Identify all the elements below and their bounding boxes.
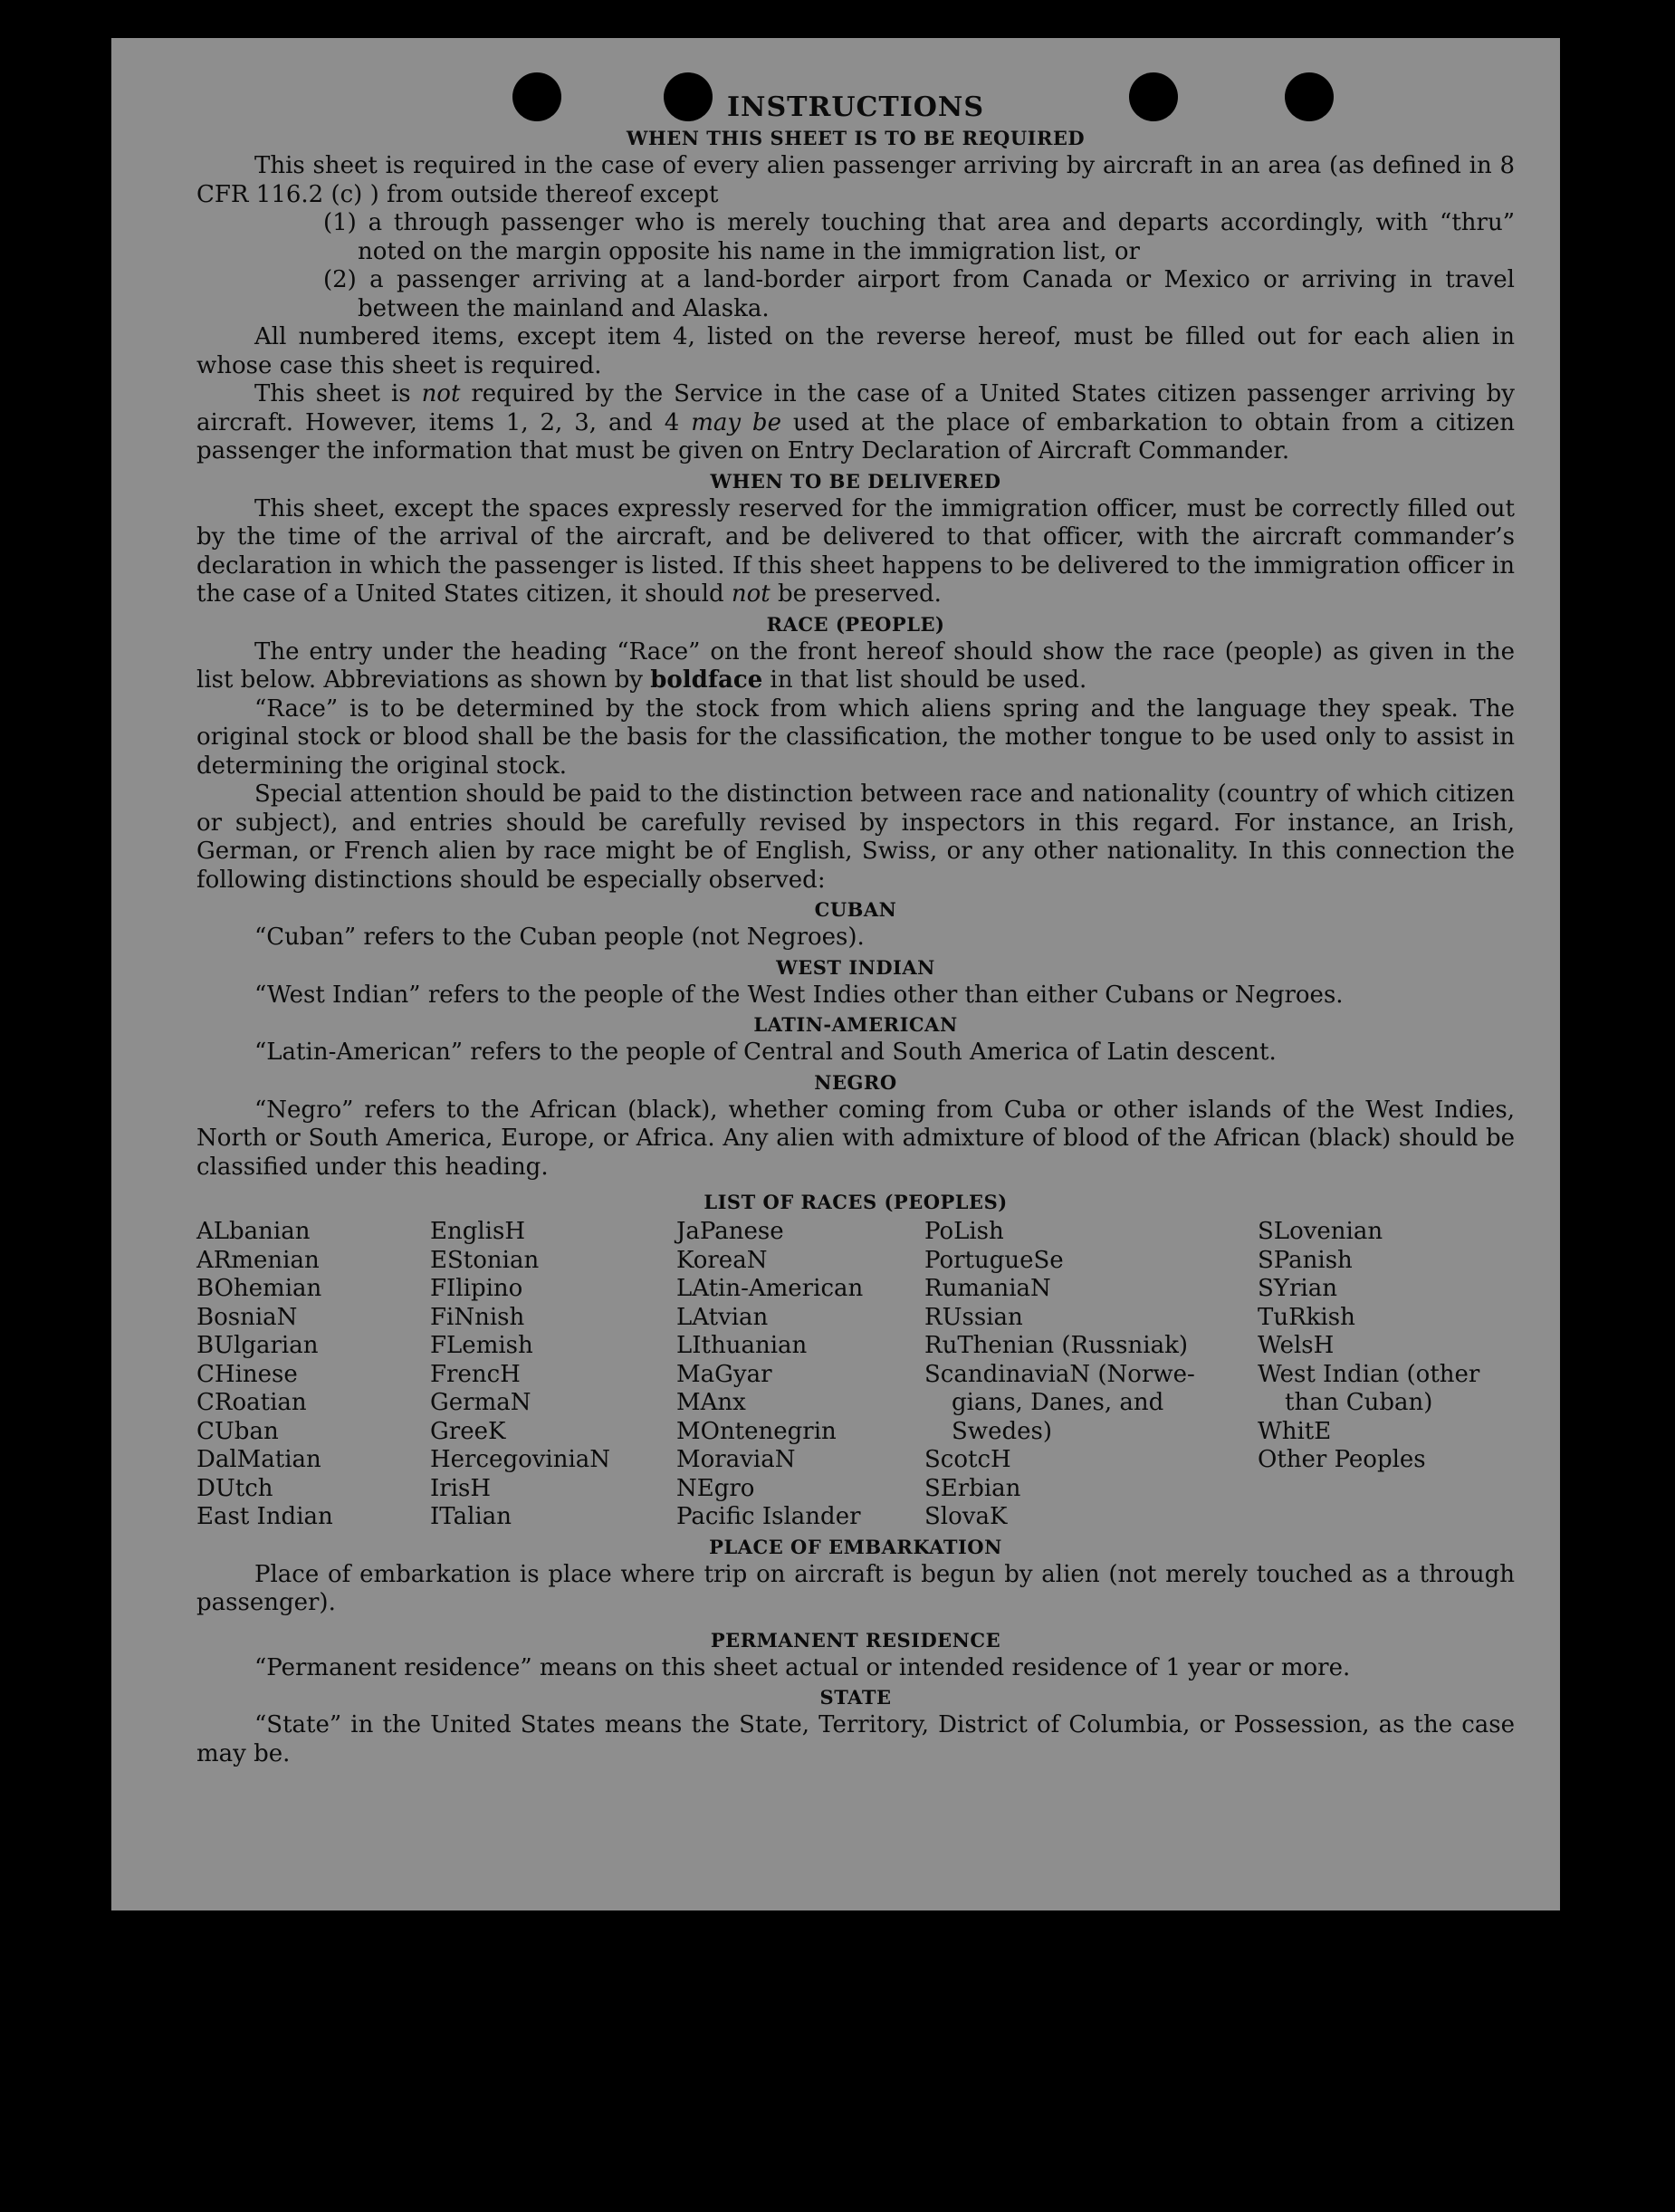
race-item: BOhemian (196, 1275, 322, 1302)
race-item: RuThenian (Russniak) (924, 1332, 1188, 1359)
race-item: FiNnish (430, 1303, 525, 1331)
race-item-continued: Swedes) (952, 1417, 1052, 1445)
races-column (924, 1218, 1258, 1532)
races-list (196, 1218, 1515, 1532)
race-item: Other Peoples (1258, 1446, 1426, 1473)
heading-delivered: WHEN TO BE DELIVERED (710, 469, 1001, 493)
instructions-body (196, 92, 1515, 1768)
race-item: CHinese (196, 1360, 298, 1388)
race-item: ScotcH (924, 1446, 1011, 1473)
paragraph: “Latin-American” refers to the people of Central and South America of Latin descent. (254, 1039, 1277, 1066)
paragraph (196, 638, 1515, 695)
bold-word: boldface (650, 666, 763, 694)
paragraph (196, 380, 1515, 466)
heading-west-indian: WEST INDIAN (776, 955, 935, 979)
text-span: required by the Service in the case of a United States citizen passenger arriving by aircraft. However, items 1, 2, 3, and 4 (196, 380, 1515, 436)
paragraph: “Negro” refers to the African (black), whether coming from Cuba or other islands of the West Indies, North or South America, Europe, or Africa. Any alien with admixture of blood of the African (black) should be classified under this heading. (196, 1096, 1515, 1181)
race-item: ScandinaviaN (Norwe- (924, 1360, 1195, 1388)
race-item: Pacific Islander (676, 1503, 861, 1530)
race-item: WelsH (1258, 1332, 1335, 1359)
race-item: DalMatian (196, 1446, 321, 1473)
race-item: TuRkish (1258, 1303, 1355, 1331)
paragraph: “State” in the United States means the State, Territory, District of Columbia, or Possession, as the case may be. (196, 1711, 1515, 1767)
race-item-continued: than Cuban) (1285, 1389, 1433, 1416)
paragraph: “Cuban” refers to the Cuban people (not Negroes). (254, 924, 865, 951)
race-item: BUlgarian (196, 1332, 319, 1359)
heading-required: WHEN THIS SHEET IS TO BE REQUIRED (626, 127, 1086, 149)
race-item: ITalian (430, 1503, 512, 1530)
race-item: ARmenian (196, 1246, 320, 1274)
race-item: IrisH (430, 1474, 492, 1502)
race-item: ALbanian (196, 1218, 311, 1245)
race-item: LIthuanian (676, 1332, 808, 1359)
race-item: FLemish (430, 1332, 533, 1359)
race-item: West Indian (other (1258, 1360, 1480, 1388)
emphasis-may-be: may be (691, 408, 781, 436)
paragraph: “Race” is to be determined by the stock from which aliens spring and the language they speak. The original stock or blood shall be the basis for the classification, the mother tongue to be used only to assist in determining the original stock. (196, 694, 1515, 780)
race-item: SYrian (1258, 1275, 1337, 1302)
race-item: HercegoviniaN (430, 1446, 611, 1473)
emphasis-not: not (421, 380, 461, 407)
race-item: GermaN (430, 1389, 531, 1416)
races-column (430, 1218, 676, 1532)
race-item: BosniaN (196, 1303, 298, 1331)
race-item: SPanish (1258, 1246, 1353, 1274)
race-item: FIlipino (430, 1275, 523, 1302)
paragraph (196, 495, 1515, 609)
race-item: GreeK (430, 1417, 506, 1445)
races-column (196, 1218, 430, 1532)
race-item: DUtch (196, 1474, 273, 1502)
races-column (676, 1218, 924, 1532)
text-span: This sheet, except the spaces expressly reserved for the immigration officer, must be correctly filled out by the time of the arrival of the aircraft, and be delivered to that officer, with the aircraft commander’s declaration in which the passenger is listed. If this sheet happens to be delivered to the immigration officer in the case of a United States citizen, it should (196, 494, 1515, 608)
emphasis-not: not (731, 580, 770, 608)
race-item: RumaniaN (924, 1275, 1051, 1302)
paragraph: “Permanent residence” means on this sheet actual or intended residence of 1 year or more. (254, 1653, 1351, 1681)
text-span: in that list should be used. (762, 666, 1087, 694)
race-item-continued: gians, Danes, and (952, 1389, 1164, 1416)
heading-race: RACE (PEOPLE) (766, 612, 945, 636)
paragraph: This sheet is required in the case of every alien passenger arriving by aircraft in an area (as defined in 8 CFR 116.2 (c) ) from outside thereof except (196, 152, 1515, 208)
heading-state: STATE (819, 1686, 892, 1709)
race-item: SLovenian (1258, 1218, 1383, 1245)
race-item: LAtin-American (676, 1275, 864, 1302)
race-item: LAtvian (676, 1303, 769, 1331)
heading-latin-american: LATIN-AMERICAN (753, 1013, 958, 1036)
race-item: CRoatian (196, 1389, 307, 1416)
heading-races-list: LIST OF RACES (PEOPLES) (704, 1191, 1008, 1213)
race-item: SlovaK (924, 1503, 1008, 1530)
paragraph: Special attention should be paid to the distinction between race and nationality (country of which citizen or subject), and entries should be carefully revised by inspectors in this regard. For instance, an Irish, German, or French alien by race might be of English, Swiss, or any other nationality. In this connection the following distinctions should be especially observed: (196, 780, 1515, 894)
text-span: be preserved. (770, 580, 942, 608)
race-item: FrencH (430, 1360, 521, 1388)
race-item: MoraviaN (676, 1446, 796, 1473)
paragraph: Place of embarkation is place where trip on aircraft is begun by alien (not merely touched as a through passenger). (196, 1560, 1515, 1616)
heading-residence: PERMANENT RESIDENCE (710, 1628, 1001, 1652)
race-item: East Indian (196, 1503, 333, 1530)
race-item: MaGyar (676, 1360, 772, 1388)
document-page (111, 38, 1560, 1910)
list-item: (1) a through passenger who is merely touching that area and departs accordingly, with “thru” noted on the margin opposite his name in the immigration list, or (323, 209, 1515, 265)
list-item: (2) a passenger arriving at a land-border airport from Canada or Mexico or arriving in travel between the mainland and Alaska. (323, 266, 1515, 322)
race-item: KoreaN (676, 1246, 768, 1274)
race-item: CUban (196, 1417, 279, 1445)
race-item: MAnx (676, 1389, 746, 1416)
race-item: PoLish (924, 1218, 1004, 1245)
text-span: This sheet is (254, 380, 422, 407)
race-item: PortugueSe (924, 1246, 1064, 1274)
race-item: WhitE (1258, 1417, 1332, 1445)
race-item: NEgro (676, 1474, 755, 1502)
heading-cuban: CUBAN (814, 898, 897, 921)
races-column (1258, 1218, 1515, 1532)
text-span: The entry under the heading “Race” on the front hereof should show the race (people) as given in the list below. Abbreviations as shown by (196, 637, 1515, 694)
race-item: EnglisH (430, 1218, 526, 1245)
paragraph: “West Indian” refers to the people of the West Indies other than either Cubans or Negroes. (254, 981, 1344, 1009)
race-item: SErbian (924, 1474, 1021, 1502)
race-item: JaPanese (676, 1218, 784, 1245)
paragraph: All numbered items, except item 4, listed on the reverse hereof, must be filled out for each alien in whose case this sheet is required. (196, 323, 1515, 379)
race-item: RUssian (924, 1303, 1023, 1331)
text-span: used at the place of embarkation to obtain from a citizen passenger the information that must be given on Entry Declaration of Aircraft Commander. (196, 408, 1516, 464)
heading-embarkation: PLACE OF EMBARKATION (709, 1535, 1002, 1558)
race-item: MOntenegrin (676, 1417, 837, 1445)
race-item: EStonian (430, 1246, 540, 1274)
page-title: INSTRUCTIONS (727, 91, 984, 123)
heading-negro: NEGRO (814, 1070, 897, 1094)
